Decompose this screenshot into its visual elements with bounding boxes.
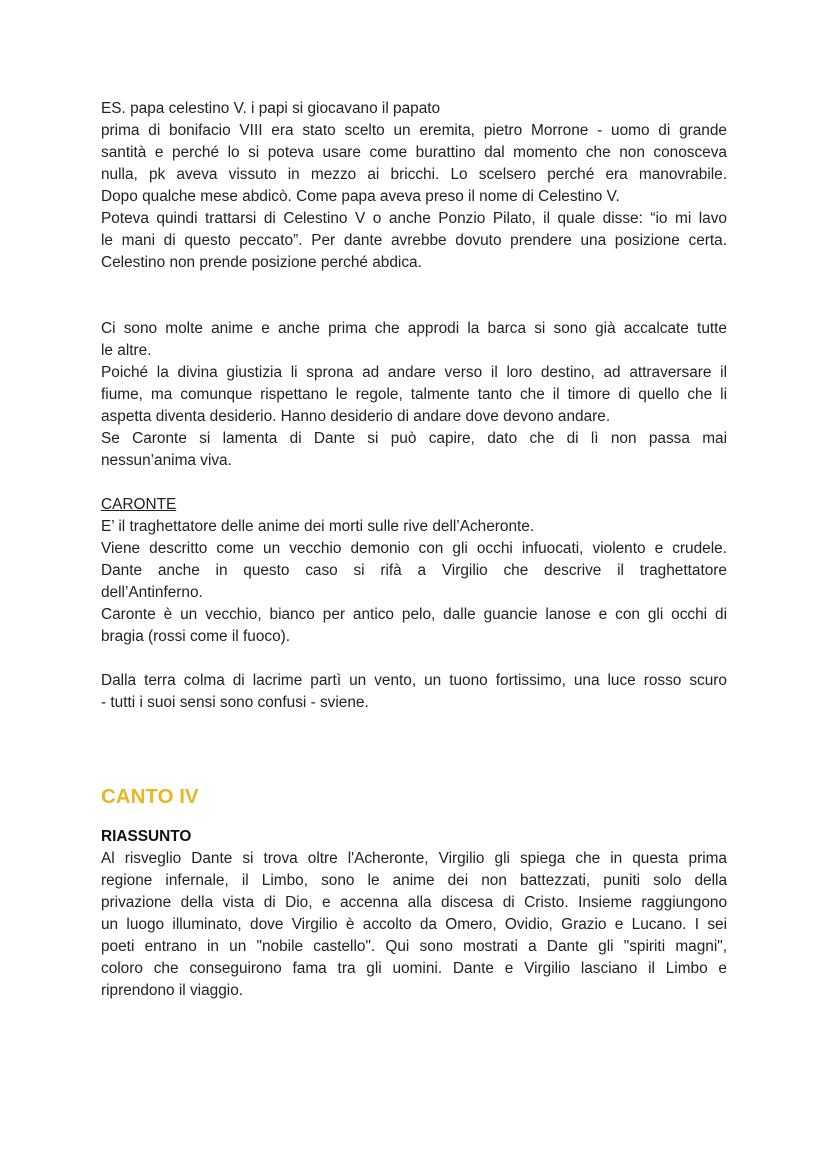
text-line: regione infernale, il Limbo, sono le anime dei non battezzati, puniti solo della <box>101 872 727 889</box>
text-line: nulla, pk aveva vissuto in mezzo ai bricchi. Lo scelsero perché era manovrabile. <box>101 166 727 183</box>
text-line: santità e perché lo si poteva usare come burattino dal momento che non conosceva <box>101 144 727 161</box>
spacer <box>101 758 727 776</box>
spacer <box>101 648 727 670</box>
text-line: Dante anche in questo caso si rifà a Virgilio che descrive il traghettatore <box>101 562 727 579</box>
spacer <box>101 274 727 318</box>
text-line: poeti entrano in un "nobile castello". Qui sono mostrati a Dante gli "spiriti magni", <box>101 938 727 955</box>
paragraph-anime <box>101 318 727 472</box>
paragraph-riassunto <box>101 848 727 1002</box>
document-page <box>101 98 727 1002</box>
text-line: prima di bonifacio VIII era stato scelto un eremita, pietro Morrone - uomo di grande <box>101 122 727 139</box>
text-line: privazione della vista di Dio, e accenna alla discesa di Cristo. Insieme raggiungono <box>101 894 727 911</box>
text-line: Ci sono molte anime e anche prima che approdi la barca si sono già accalcate tutte <box>101 320 727 337</box>
riassunto-heading: RIASSUNTO <box>101 828 192 845</box>
text-line: Dopo qualche mese abdicò. Come papa aveva preso il nome di Celestino V. <box>101 188 620 205</box>
canto-title: CANTO IV <box>101 785 199 808</box>
text-line: nessun’anima viva. <box>101 452 232 469</box>
text-line: le mani di questo peccato”. Per dante avrebbe dovuto prendere una posizione certa. <box>101 232 727 249</box>
text-line: Poiché la divina giustizia li sprona ad andare verso il loro destino, ad attraversare il <box>101 364 727 381</box>
text-line: un luogo illuminato, dove Virgilio è accolto da Omero, Ovidio, Grazio e Lucano. I sei <box>101 916 727 933</box>
text-line: Viene descritto come un vecchio demonio con gli occhi infuocati, violento e crudele. <box>101 540 727 557</box>
text-line: E’ il traghettatore delle anime dei morti sulle rive dell’Acheronte. <box>101 518 535 535</box>
text-line: dell’Antinferno. <box>101 584 203 601</box>
paragraph-vento <box>101 670 727 714</box>
text-line: Se Caronte si lamenta di Dante si può capire, dato che di lì non passa mai <box>101 430 727 447</box>
text-line: riprendono il viaggio. <box>101 982 244 999</box>
text-line: Al risveglio Dante si trova oltre l'Acheronte, Virgilio gli spiega che in questa prima <box>101 850 727 867</box>
text-line: - tutti i suoi sensi sono confusi - sviene. <box>101 694 369 711</box>
paragraph-caronte <box>101 516 727 648</box>
text-line: Dalla terra colma di lacrime partì un vento, un tuono fortissimo, una luce rosso scuro <box>101 672 727 689</box>
text-line: ES. papa celestino V. i papi si giocavano il papato <box>101 100 441 117</box>
text-line: Celestino non prende posizione perché abdica. <box>101 254 422 271</box>
text-line: Poteva quindi trattarsi di Celestino V o anche Ponzio Pilato, il quale disse: “io mi lavo <box>101 210 727 227</box>
text-line: aspetta diventa desiderio. Hanno desiderio di andare dove devono andare. <box>101 408 611 425</box>
spacer <box>101 714 727 758</box>
caronte-heading: CARONTE <box>101 496 177 513</box>
text-line: bragia (rossi come il fuoco). <box>101 628 291 645</box>
text-line: Caronte è un vecchio, bianco per antico pelo, dalle guancie lanose e con gli occhi di <box>101 606 727 623</box>
text-line: coloro che conseguirono fama tra gli uomini. Dante e Virgilio lasciano il Limbo e <box>101 960 727 977</box>
paragraph-celestino <box>101 98 727 274</box>
spacer <box>101 812 727 826</box>
text-line: le altre. <box>101 342 152 359</box>
text-line: fiume, ma comunque rispettano le regole, talmente tanto che il timore di quello che li <box>101 386 727 403</box>
spacer <box>101 472 727 494</box>
